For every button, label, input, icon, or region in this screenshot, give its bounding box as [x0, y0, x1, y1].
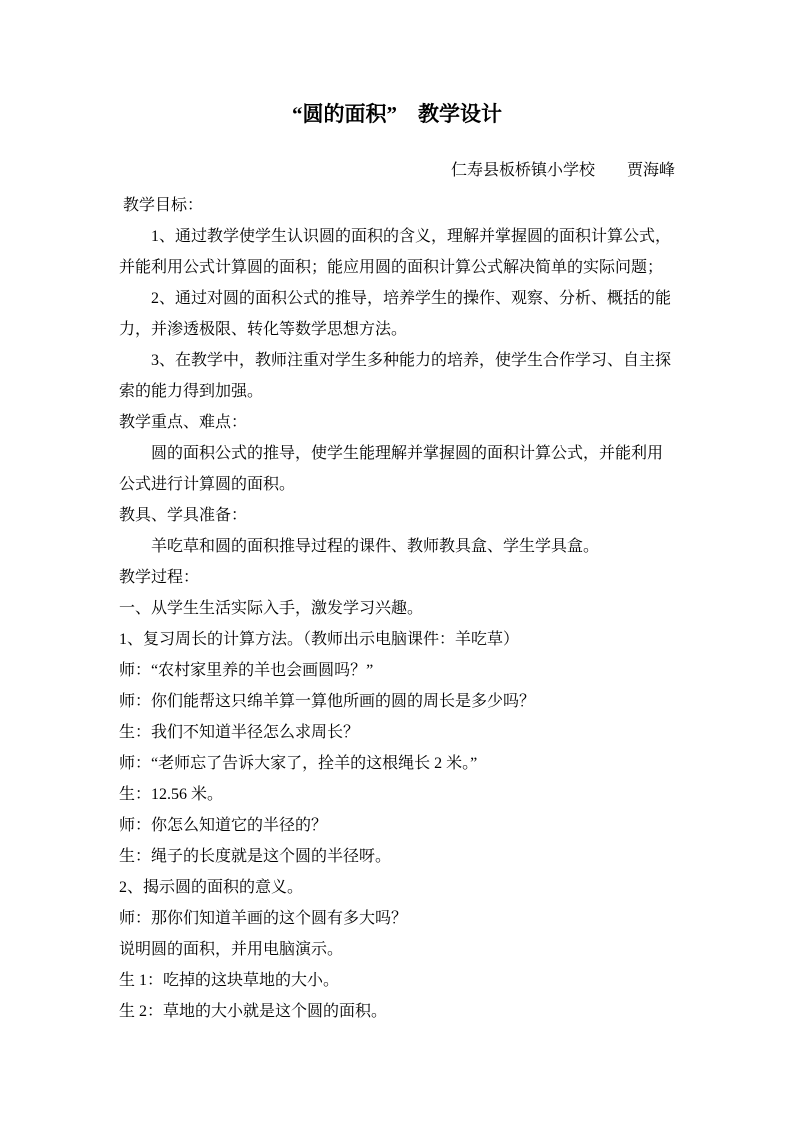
paragraph: 生：12.56 米。	[119, 786, 224, 803]
paragraph: 生：我们不知道半径怎么求周长？	[119, 724, 360, 741]
document-body	[119, 190, 675, 1027]
paragraph: 师：你怎么知道它的半径的？	[119, 817, 328, 834]
paragraph: 师：那你们知道羊画的这个圆有多大吗？	[119, 910, 408, 927]
paragraph: 生：绳子的长度就是这个圆的半径呀。	[119, 848, 392, 865]
paragraph: 教学过程：	[119, 569, 200, 586]
paragraph: 教具、学具准备：	[119, 507, 248, 524]
paragraph: 一、从学生生活实际入手，激发学习兴趣。	[119, 600, 424, 617]
paragraph: 师：你们能帮这只绵羊算一算他所画的圆的周长是多少吗？	[119, 693, 536, 710]
byline: 仁寿县板桥镇小学校 贾海峰	[450, 162, 675, 179]
paragraph: 羊吃草和圆的面积推导过程的课件、教师教具盒、学生学具盒。	[151, 538, 600, 555]
paragraph: 师：“老师忘了告诉大家了，拴羊的这根绳长 2 米。”	[119, 755, 478, 772]
page-title: “圆的面积” 教学设计	[292, 102, 502, 126]
paragraph: 教学重点、难点：	[119, 414, 248, 431]
paragraph: 1、通过教学使学生认识圆的面积的含义，理解并掌握圆的面积计算公式，并能利用公式计算圆的面积；能应用圆的面积计算公式解决简单的实际问题；	[119, 228, 672, 276]
paragraph: 教学目标：	[119, 197, 204, 214]
paragraph: 2、揭示圆的面积的意义。	[119, 879, 304, 896]
paragraph: 师：“农村家里养的羊也会画圆吗？”	[119, 662, 374, 679]
paragraph: 生 2：草地的大小就是这个圆的面积。	[119, 1003, 388, 1020]
paragraph: 说明圆的面积，并用电脑演示。	[119, 941, 344, 958]
paragraph: 2、通过对圆的面积公式的推导，培养学生的操作、观察、分析、概括的能力，并渗透极限、转化等数学思想方法。	[119, 290, 672, 338]
paragraph: 3、在教学中，教师注重对学生多种能力的培养，使学生合作学习、自主探索的能力得到加强。	[119, 352, 672, 400]
paragraph: 1、复习周长的计算方法。（教师出示电脑课件：羊吃草）	[119, 631, 520, 648]
paragraph: 生 1：吃掉的这块草地的大小。	[119, 972, 340, 989]
paragraph: 圆的面积公式的推导，使学生能理解并掌握圆的面积计算公式，并能利用公式进行计算圆的面积。	[119, 445, 664, 493]
document-content	[119, 99, 675, 1027]
